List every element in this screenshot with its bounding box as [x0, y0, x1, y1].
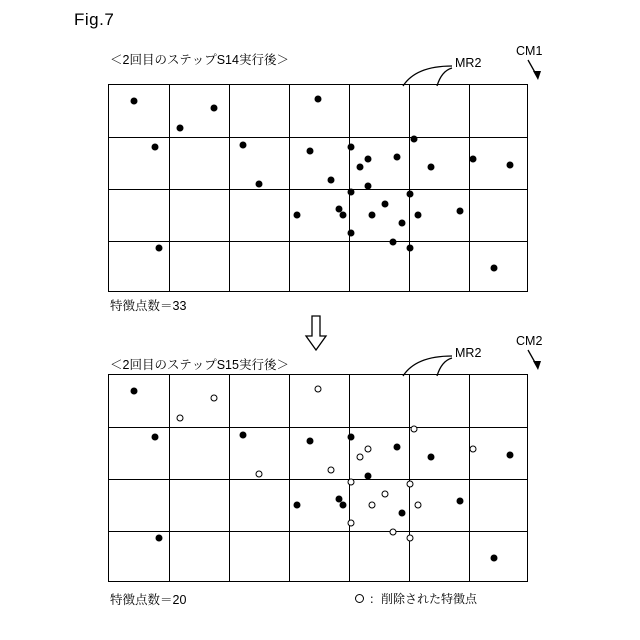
deleted-feature-point: [327, 466, 334, 473]
feature-point: [365, 182, 372, 189]
deleted-feature-point: [390, 528, 397, 535]
deleted-feature-point: [415, 501, 422, 508]
feature-point: [239, 431, 246, 438]
feature-point: [490, 265, 497, 272]
feature-point: [156, 534, 163, 541]
bottom-panel-count: 特徴点数＝20: [110, 593, 187, 607]
deleted-feature-point: [469, 446, 476, 453]
feature-point: [457, 207, 464, 214]
feature-point: [340, 501, 347, 508]
feature-point: [335, 495, 342, 502]
feature-point: [394, 154, 401, 161]
deleted-feature-point: [356, 454, 363, 461]
cm2-label: CM2: [516, 334, 543, 348]
bottom-panel-caption: ＜2回目のステップS15実行後＞: [110, 358, 289, 372]
feature-point: [394, 444, 401, 451]
top-panel-count: 特徴点数＝33: [110, 299, 187, 313]
feature-point: [131, 388, 138, 395]
deleted-feature-point: [256, 470, 263, 477]
legend-label: ：削除された特徴点: [369, 592, 478, 606]
feature-point: [427, 454, 434, 461]
mr2-label-top: MR2: [455, 56, 482, 70]
feature-point: [457, 497, 464, 504]
feature-point: [398, 220, 405, 227]
feature-point: [348, 189, 355, 196]
feature-point: [365, 156, 372, 163]
feature-point-layer-bottom: [109, 375, 527, 581]
deleted-feature-point: [406, 534, 413, 541]
deleted-feature-point: [177, 415, 184, 422]
deleted-feature-point: [348, 520, 355, 527]
mr2-label-bottom: MR2: [455, 346, 482, 360]
deleted-feature-point: [365, 446, 372, 453]
deleted-feature-point: [406, 481, 413, 488]
feature-point: [406, 191, 413, 198]
feature-point: [390, 238, 397, 245]
feature-point: [335, 205, 342, 212]
feature-grid-top: [108, 84, 528, 292]
feature-point: [415, 211, 422, 218]
cm2-arrow-head: [533, 361, 541, 370]
feature-point: [177, 125, 184, 132]
feature-grid-bottom: [108, 374, 528, 582]
feature-point: [369, 211, 376, 218]
feature-point: [315, 96, 322, 103]
mr2-bottom-leader-1: [403, 356, 452, 376]
feature-point: [406, 244, 413, 251]
deleted-feature-point: [315, 386, 322, 393]
feature-point: [210, 104, 217, 111]
deleted-feature-point: [210, 394, 217, 401]
feature-point: [356, 164, 363, 171]
feature-point-layer-top: [109, 85, 527, 291]
feature-point: [294, 501, 301, 508]
legend-deleted-feature-point: [355, 590, 477, 607]
top-panel-caption: ＜2回目のステップS14実行後＞: [110, 53, 289, 67]
deleted-feature-point: [411, 425, 418, 432]
cm2-arrow-line: [528, 350, 537, 366]
feature-point: [507, 162, 514, 169]
feature-point: [348, 143, 355, 150]
feature-point: [306, 147, 313, 154]
feature-point: [131, 98, 138, 105]
feature-point: [151, 143, 158, 150]
cm1-label: CM1: [516, 44, 543, 58]
hollow-circle-icon: [355, 594, 364, 603]
feature-point: [239, 141, 246, 148]
feature-point: [398, 510, 405, 517]
deleted-feature-point: [369, 501, 376, 508]
feature-point: [256, 180, 263, 187]
feature-point: [306, 437, 313, 444]
deleted-feature-point: [348, 479, 355, 486]
down-arrow-icon: [306, 316, 326, 350]
feature-point: [469, 156, 476, 163]
feature-point: [340, 211, 347, 218]
cm1-arrow-head: [533, 71, 541, 80]
feature-point: [156, 244, 163, 251]
feature-point: [427, 164, 434, 171]
mr2-top-leader-1: [403, 66, 452, 86]
feature-point: [327, 176, 334, 183]
feature-point: [490, 555, 497, 562]
feature-point: [348, 433, 355, 440]
cm1-arrow-line: [528, 60, 537, 76]
feature-point: [151, 433, 158, 440]
feature-point: [294, 211, 301, 218]
figure-label: Fig.7: [74, 10, 115, 29]
feature-point: [348, 230, 355, 237]
feature-point: [365, 472, 372, 479]
feature-point: [381, 201, 388, 208]
feature-point: [411, 135, 418, 142]
deleted-feature-point: [381, 491, 388, 498]
feature-point: [507, 452, 514, 459]
